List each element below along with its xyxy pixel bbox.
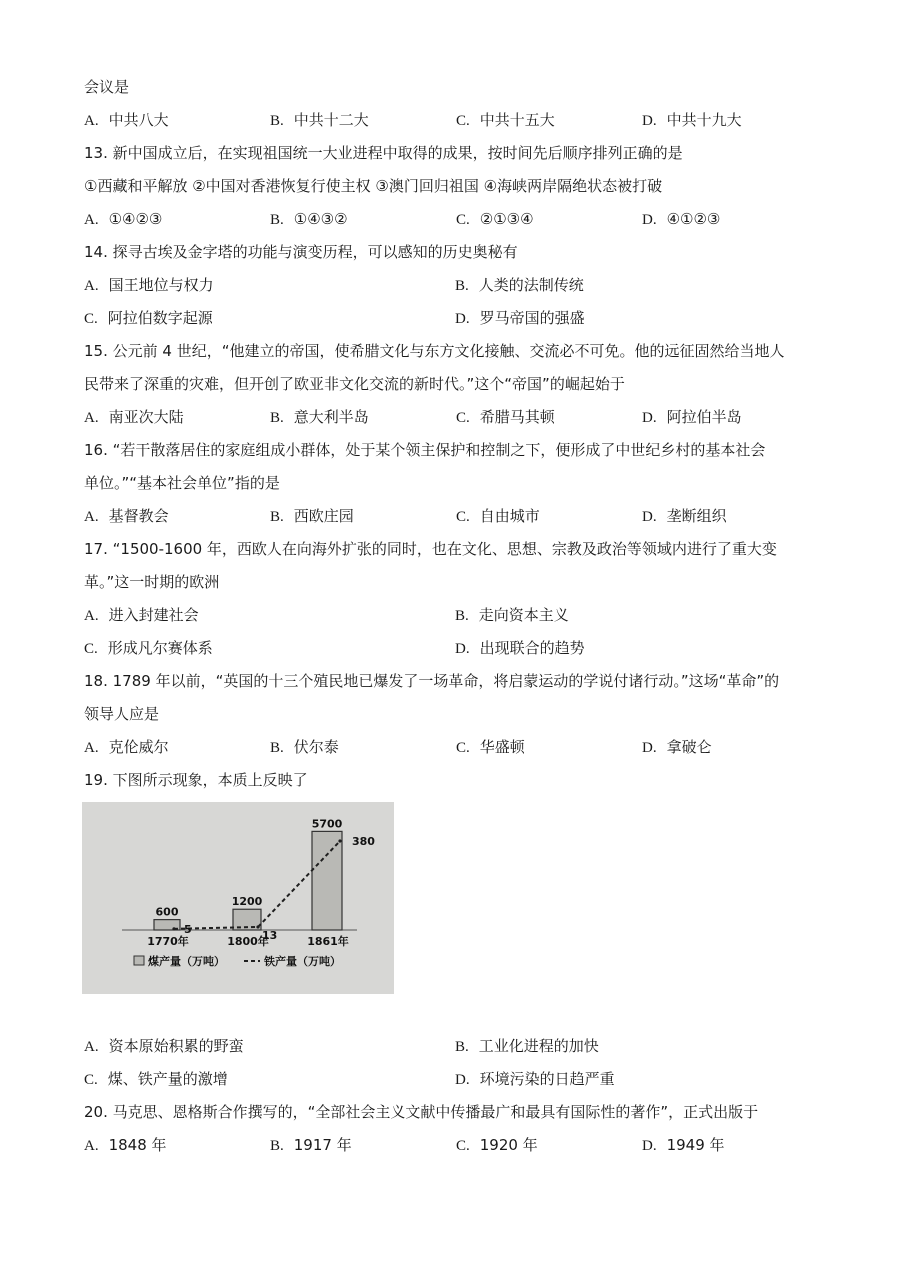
- option-text: 形成凡尔赛体系: [107, 639, 213, 657]
- option-text: 希腊马其顿: [479, 408, 555, 426]
- option-text: 环境污染的日趋严重: [479, 1070, 615, 1088]
- q13-option-c[interactable]: [456, 208, 642, 241]
- question-20: 20. 马克思、恩格斯合作撰写的，“全部社会主义文献中传播最广和最具有国际性的著作”，正式出版于: [84, 1103, 759, 1121]
- option-text: 1917 年: [293, 1136, 352, 1154]
- q20-option-b[interactable]: [270, 1134, 456, 1167]
- q14-option-c[interactable]: [84, 307, 455, 340]
- option-key: B.: [270, 113, 284, 129]
- option-text: 出现联合的趋势: [479, 639, 585, 657]
- option-key: C.: [456, 113, 470, 129]
- option-key: C.: [84, 311, 98, 327]
- q16-options: [84, 505, 824, 538]
- option-text: 煤、铁产量的激增: [107, 1070, 228, 1088]
- option-text: 国王地位与权力: [108, 276, 214, 294]
- q14-options-row2: [84, 307, 824, 340]
- option-key: C.: [456, 509, 470, 525]
- option-text: 1949 年: [666, 1136, 725, 1154]
- option-key: B.: [455, 278, 469, 294]
- q14-option-d[interactable]: [455, 307, 826, 340]
- option-key: D.: [642, 509, 657, 525]
- option-key: C.: [456, 740, 470, 756]
- option-text: 进入封建社会: [108, 606, 199, 624]
- option-text: 克伦威尔: [108, 738, 169, 756]
- question-14: 14. 探寻古埃及金字塔的功能与演变历程，可以感知的历史奥秘有: [84, 243, 518, 261]
- question-19: 19. 下图所示现象，本质上反映了: [84, 771, 308, 789]
- question-16-cont: 单位。”“基本社会单位”指的是: [84, 474, 280, 492]
- q12-option-a[interactable]: [84, 109, 270, 142]
- option-text: ④①②③: [666, 210, 721, 228]
- legend-coal-swatch: [134, 956, 144, 965]
- q20-option-c[interactable]: [456, 1134, 642, 1167]
- option-text: 南亚次大陆: [108, 408, 184, 426]
- q19-option-a[interactable]: [84, 1035, 455, 1068]
- q18-option-b[interactable]: [270, 736, 456, 769]
- exam-page: [84, 76, 824, 1167]
- option-key: D.: [455, 311, 470, 327]
- q15-option-d[interactable]: [642, 406, 828, 439]
- q18-option-a[interactable]: [84, 736, 270, 769]
- q19-options-row1: [84, 1035, 824, 1068]
- option-key: C.: [84, 641, 98, 657]
- q13-option-b[interactable]: [270, 208, 456, 241]
- question-15: 15. 公元前 4 世纪，“他建立的帝国，使希腊文化与东方文化接触、交流必不可免。他的远征固然给当地人: [84, 342, 785, 360]
- option-key: A.: [84, 740, 99, 756]
- q17-option-c[interactable]: [84, 637, 455, 670]
- option-key: D.: [642, 410, 657, 426]
- q17-options-row1: [84, 604, 824, 637]
- option-key: A.: [84, 1138, 99, 1154]
- q14-option-a[interactable]: [84, 274, 455, 307]
- q12-option-c[interactable]: [456, 109, 642, 142]
- option-key: A.: [84, 278, 99, 294]
- q19-option-b[interactable]: [455, 1035, 826, 1068]
- option-key: A.: [84, 1039, 99, 1055]
- option-text: 工业化进程的加快: [478, 1037, 599, 1055]
- option-key: C.: [456, 410, 470, 426]
- option-key: D.: [642, 212, 657, 228]
- legend-iron-label: 铁产量（万吨）: [264, 955, 341, 968]
- q20-option-d[interactable]: [642, 1134, 828, 1167]
- option-key: B.: [270, 1138, 284, 1154]
- option-text: 1848 年: [108, 1136, 167, 1154]
- q16-option-b[interactable]: [270, 505, 456, 538]
- option-text: 阿拉伯数字起源: [107, 309, 213, 327]
- q13-option-d[interactable]: [642, 208, 828, 241]
- q15-option-c[interactable]: [456, 406, 642, 439]
- category-label: 1770年: [147, 935, 189, 948]
- option-key: C.: [456, 1138, 470, 1154]
- question-18: 18. 1789 年以前，“英国的十三个殖民地已爆发了一场革命，将启蒙运动的学说付诸行动。”这场“革命”的: [84, 672, 780, 690]
- q16-option-a[interactable]: [84, 505, 270, 538]
- option-text: 中共十九大: [666, 111, 742, 129]
- option-key: D.: [642, 113, 657, 129]
- option-key: B.: [455, 608, 469, 624]
- q20-options: [84, 1134, 824, 1167]
- option-key: D.: [455, 1072, 470, 1088]
- q12-options: [84, 109, 824, 142]
- q14-options-row1: [84, 274, 824, 307]
- q19-option-d[interactable]: [455, 1068, 826, 1101]
- q18-option-d[interactable]: [642, 736, 828, 769]
- option-key: D.: [642, 740, 657, 756]
- option-text: 罗马帝国的强盛: [479, 309, 585, 327]
- option-text: 中共十五大: [479, 111, 555, 129]
- q13-options: [84, 208, 824, 241]
- option-text: 自由城市: [479, 507, 540, 525]
- option-text: 华盛顿: [479, 738, 525, 756]
- q17-option-b[interactable]: [455, 604, 826, 637]
- question-17-cont: 革。”这一时期的欧洲: [84, 573, 220, 591]
- option-key: B.: [270, 212, 284, 228]
- q16-option-c[interactable]: [456, 505, 642, 538]
- iron-value-label: 5: [184, 922, 192, 936]
- q15-options: [84, 406, 824, 439]
- option-key: A.: [84, 410, 99, 426]
- option-key: B.: [270, 410, 284, 426]
- iron-point-1: [172, 927, 175, 930]
- q16-option-d[interactable]: [642, 505, 828, 538]
- q19-figure: [84, 802, 824, 1035]
- q18-options: [84, 736, 824, 769]
- option-text: 中共十二大: [293, 111, 369, 129]
- option-text: 走向资本主义: [478, 606, 569, 624]
- q14-option-b[interactable]: [455, 274, 826, 307]
- iron-point-3: [338, 839, 341, 842]
- option-key: B.: [455, 1039, 469, 1055]
- option-text: 拿破仑: [666, 738, 712, 756]
- question-18-cont: 领导人应是: [84, 705, 160, 723]
- question-16: 16. “若干散落居住的家庭组成小群体，处于某个领主保护和控制之下，便形成了中世纪乡村的基本社会: [84, 441, 766, 459]
- q19-option-c[interactable]: [84, 1068, 455, 1101]
- option-key: C.: [84, 1072, 98, 1088]
- q18-option-c[interactable]: [456, 736, 642, 769]
- q15-option-b[interactable]: [270, 406, 456, 439]
- category-label: 1800年: [227, 935, 269, 948]
- coal-bar-3: [312, 831, 342, 930]
- coal-value-label: 1200: [231, 895, 263, 909]
- option-text: ②①③④: [479, 210, 534, 228]
- option-key: B.: [270, 740, 284, 756]
- question-15-cont: 民带来了深重的灾难，但开创了欧亚非文化交流的新时代。”这个“帝国”的崛起始于: [84, 375, 625, 393]
- option-text: 垄断组织: [666, 507, 727, 525]
- chart-svg: [82, 802, 394, 994]
- category-label: 1861年: [307, 935, 349, 948]
- option-key: A.: [84, 113, 99, 129]
- q17-option-a[interactable]: [84, 604, 455, 637]
- option-text: 1920 年: [479, 1136, 538, 1154]
- iron-value-label: 13: [262, 928, 278, 942]
- option-key: D.: [642, 1138, 657, 1154]
- option-key: D.: [455, 641, 470, 657]
- option-text: 资本原始积累的野蛮: [108, 1037, 244, 1055]
- option-text: ①④③②: [293, 210, 348, 228]
- q13-option-a[interactable]: [84, 208, 270, 241]
- option-key: C.: [456, 212, 470, 228]
- question-12-tail: 会议是: [84, 78, 130, 96]
- q17-option-d[interactable]: [455, 637, 826, 670]
- q17-options-row2: [84, 637, 824, 670]
- option-text: 基督教会: [108, 507, 169, 525]
- question-13: 13. 新中国成立后，在实现祖国统一大业进程中取得的成果，按时间先后顺序排列正确的是: [84, 144, 683, 162]
- option-key: A.: [84, 212, 99, 228]
- option-text: 阿拉伯半岛: [666, 408, 742, 426]
- q20-option-a[interactable]: [84, 1134, 270, 1167]
- option-text: 人类的法制传统: [478, 276, 584, 294]
- option-text: 意大利半岛: [293, 408, 369, 426]
- legend-coal-label: 煤产量（万吨）: [148, 955, 225, 968]
- option-text: 西欧庄园: [293, 507, 354, 525]
- q12-option-d[interactable]: [642, 109, 828, 142]
- iron-value-label: 380: [352, 835, 375, 849]
- option-key: B.: [270, 509, 284, 525]
- coal-value-label: 5700: [311, 817, 343, 831]
- iron-point-2: [256, 925, 259, 928]
- option-text: 中共八大: [108, 111, 169, 129]
- question-17: 17. “1500-1600 年，西欧人在向海外扩张的同时，也在文化、思想、宗教及政治等领域内进行了重大变: [84, 540, 777, 558]
- coal-value-label: 600: [155, 905, 179, 919]
- question-13-items: ①西藏和平解放 ②中国对香港恢复行使主权 ③澳门回归祖国 ④海峡两岸隔绝状态被打破: [84, 177, 663, 195]
- q19-options-row2: [84, 1068, 824, 1101]
- q15-option-a[interactable]: [84, 406, 270, 439]
- coal-iron-chart: [82, 802, 394, 994]
- option-key: A.: [84, 608, 99, 624]
- q12-option-b[interactable]: [270, 109, 456, 142]
- option-text: ①④②③: [108, 210, 163, 228]
- option-key: A.: [84, 509, 99, 525]
- option-text: 伏尔泰: [293, 738, 339, 756]
